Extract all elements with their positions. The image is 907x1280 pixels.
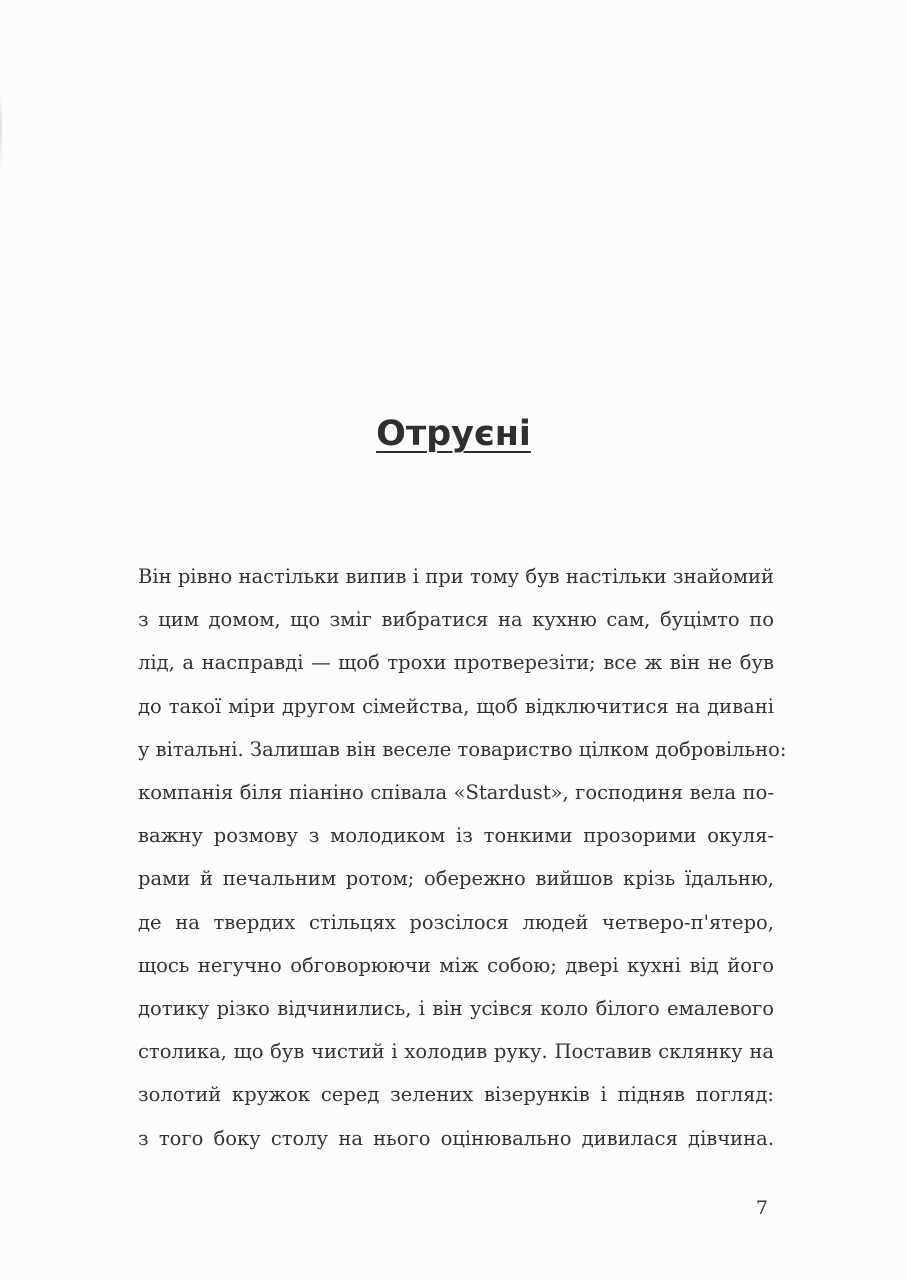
page-number: 7 <box>755 1197 768 1219</box>
text-line: дотику різко відчинились, і він усівся коло білого емалевого <box>138 997 774 1021</box>
text-line: важну розмову з молодиком із тонкими прозорими окуля- <box>138 824 774 848</box>
text-line: до такої міри другом сімейства, щоб відключитися на дивані <box>138 694 774 718</box>
text-line: золотий кружок серед зелених візерунків і підняв погляд: <box>138 1083 774 1107</box>
text-line: з того боку столу на нього оцінювально дивилася дівчина. <box>138 1126 774 1150</box>
text-line: з цим домом, що зміг вибратися на кухню сам, буцімто по <box>138 608 774 632</box>
page-edge-shadow <box>0 90 2 170</box>
text-line: компанія біля піаніно співала «Stardust», господиня вела по- <box>138 781 774 805</box>
text-line: де на твердих стільцях розсілося людей четверо-п'ятеро, <box>138 910 774 934</box>
body-paragraph <box>138 555 787 1160</box>
chapter-title: Отруєні <box>376 414 531 455</box>
text-line: лід, а насправді — щоб трохи протверезіти; все ж він не був <box>138 651 774 675</box>
text-line: столика, що був чистий і холодив руку. Поставив склянку на <box>138 1040 774 1064</box>
text-line: рами й печальним ротом; обережно вийшов крізь їдальню, <box>138 867 774 891</box>
text-line: у вітальні. Залишав він веселе товариство цілком добровільно: <box>138 737 787 761</box>
text-line: Він рівно настільки випив і при тому був настільки знайомий <box>138 565 774 588</box>
text-line: щось негучно обговорюючи між собою; двері кухні від його <box>138 953 774 977</box>
